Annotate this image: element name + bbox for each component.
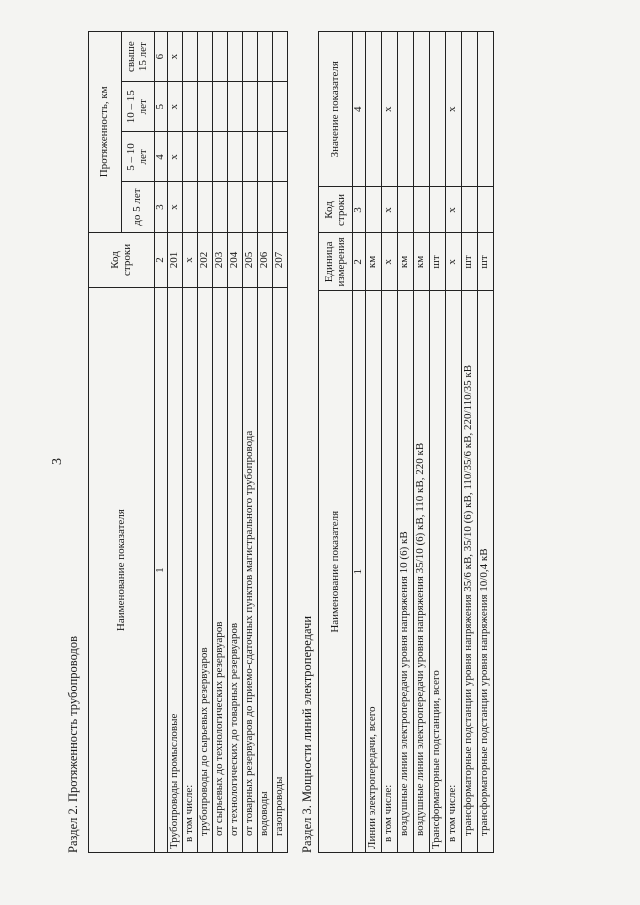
- row-value-up-to-5: [227, 182, 242, 232]
- table-row: [197, 32, 212, 853]
- row-value-5-10: [272, 132, 287, 182]
- pipelines-table: [88, 31, 288, 853]
- row-value: [429, 32, 445, 187]
- row-value-up-to-5: [257, 182, 272, 232]
- table-row: [257, 32, 272, 853]
- table-row: [461, 32, 477, 853]
- col-index-1: 1: [353, 291, 366, 853]
- row-code: х: [445, 187, 461, 233]
- row-value-10-15: [257, 82, 272, 132]
- header-row: [319, 32, 353, 853]
- row-name: в том числе:: [381, 291, 397, 853]
- row-name: в том числе:: [182, 288, 197, 853]
- row-code: 205: [242, 232, 257, 288]
- row-code: [461, 187, 477, 233]
- table-row: [272, 32, 287, 853]
- row-unit: шт: [477, 233, 493, 291]
- row-value-over-15: х: [167, 32, 182, 82]
- row-name: газопроводы: [272, 288, 287, 853]
- row-name: от технологических до товарных резервуаров: [227, 288, 242, 853]
- row-value-up-to-5: х: [167, 182, 182, 232]
- row-value-up-to-5: [272, 182, 287, 232]
- row-value: [413, 32, 429, 187]
- col-index-1: 1: [155, 288, 168, 853]
- row-unit: х: [381, 233, 397, 291]
- row-unit: км: [413, 233, 429, 291]
- header-code: Код строки: [89, 232, 155, 288]
- row-unit: км: [365, 233, 381, 291]
- row-code: [397, 187, 413, 233]
- row-value-10-15: [227, 82, 242, 132]
- table-row: [167, 32, 182, 853]
- row-value-over-15: [257, 32, 272, 82]
- col-index-2: 2: [155, 232, 168, 288]
- power-lines-table: [318, 31, 494, 853]
- row-name: в том числе:: [445, 291, 461, 853]
- row-value-up-to-5: [212, 182, 227, 232]
- header-value: Значение показателя: [319, 32, 353, 187]
- col-index-2: 2: [353, 233, 366, 291]
- page-number: 3: [50, 458, 65, 465]
- header-10-15: 10 – 15 лет: [122, 82, 155, 132]
- column-index-row: [353, 32, 366, 853]
- row-value-up-to-5: [182, 182, 197, 232]
- section-3-title: Раздел 3. Мощности линий электропередачи: [300, 615, 314, 853]
- row-value: х: [381, 32, 397, 187]
- header-unit: Единица измерения: [319, 233, 353, 291]
- header-5-10: 5 – 10 лет: [122, 132, 155, 182]
- row-value-5-10: [182, 132, 197, 182]
- row-code: 203: [212, 232, 227, 288]
- table-row: [227, 32, 242, 853]
- table-row: [445, 32, 461, 853]
- row-code: [413, 187, 429, 233]
- row-value: [461, 32, 477, 187]
- row-code: 207: [272, 232, 287, 288]
- row-value-5-10: [212, 132, 227, 182]
- row-unit: шт: [461, 233, 477, 291]
- table-row: [365, 32, 381, 853]
- row-code: [365, 187, 381, 233]
- col-index-4: 4: [155, 132, 168, 182]
- header-up-to-5: до 5 лет: [122, 182, 155, 232]
- header-over-15: свыше 15 лет: [122, 32, 155, 82]
- row-value-over-15: [272, 32, 287, 82]
- row-name: трубопроводы до сырьевых резервуаров: [197, 288, 212, 853]
- row-value: [397, 32, 413, 187]
- table-row: [477, 32, 493, 853]
- col-index-3: 3: [353, 187, 366, 233]
- col-index-4: 4: [353, 32, 366, 187]
- row-value-5-10: [197, 132, 212, 182]
- row-code: х: [381, 187, 397, 233]
- row-value-10-15: [182, 82, 197, 132]
- row-value: [477, 32, 493, 187]
- header-name: Наименование показателя: [319, 291, 353, 853]
- row-name: трансформаторные подстанции уровня напряжения 10/0,4 кВ: [477, 291, 493, 853]
- row-unit: шт: [429, 233, 445, 291]
- row-value-10-15: [272, 82, 287, 132]
- row-value: [365, 32, 381, 187]
- row-code: 204: [227, 232, 242, 288]
- row-value-10-15: [197, 82, 212, 132]
- table-row: [429, 32, 445, 853]
- row-unit: км: [397, 233, 413, 291]
- row-value-up-to-5: [242, 182, 257, 232]
- table-row: [397, 32, 413, 853]
- row-value-up-to-5: [197, 182, 212, 232]
- row-name: водоводы: [257, 288, 272, 853]
- table-row: [182, 32, 197, 853]
- header-name: Наименование показателя: [89, 288, 155, 853]
- row-code: [477, 187, 493, 233]
- table-row: [381, 32, 397, 853]
- row-value: х: [445, 32, 461, 187]
- col-index-5: 5: [155, 82, 168, 132]
- row-value-5-10: [227, 132, 242, 182]
- row-value-over-15: [197, 32, 212, 82]
- header-length-group: Протяженность, км: [89, 32, 122, 233]
- row-value-10-15: [242, 82, 257, 132]
- row-value-5-10: х: [167, 132, 182, 182]
- table-row: [413, 32, 429, 853]
- row-value-over-15: [182, 32, 197, 82]
- row-value-over-15: [212, 32, 227, 82]
- row-value-10-15: х: [167, 82, 182, 132]
- row-code: 202: [197, 232, 212, 288]
- header-code: Код строки: [319, 187, 353, 233]
- row-code: 206: [257, 232, 272, 288]
- row-value-5-10: [242, 132, 257, 182]
- row-value-10-15: [212, 82, 227, 132]
- col-index-6: 6: [155, 32, 168, 82]
- row-value-over-15: [242, 32, 257, 82]
- row-name: воздушные линии электропередачи уровня напряжения 10 (6) кВ: [397, 291, 413, 853]
- row-value-5-10: [257, 132, 272, 182]
- row-code: [429, 187, 445, 233]
- row-code: х: [182, 232, 197, 288]
- row-code: 201: [167, 232, 182, 288]
- row-name: Трансформаторные подстанции, всего: [429, 291, 445, 853]
- row-name: трансформаторные подстанции уровня напряжения 35/6 кВ, 35/10 (6) кВ, 110/35/6 кВ, 220/110/35 кВ: [461, 291, 477, 853]
- row-value-over-15: [227, 32, 242, 82]
- row-name: Трубопроводы промысловые: [167, 288, 182, 853]
- row-unit: х: [445, 233, 461, 291]
- table-row: [242, 32, 257, 853]
- section-2-title: Раздел 2. Протяженность трубопроводов: [66, 636, 80, 853]
- column-index-row: [155, 32, 168, 853]
- col-index-3: 3: [155, 182, 168, 232]
- row-name: от товарных резервуаров до приемо-сдаточных пунктов магистрального трубопровода: [242, 288, 257, 853]
- row-name: от сырьевых до технологических резервуаров: [212, 288, 227, 853]
- header-row: [89, 32, 122, 853]
- table-row: [212, 32, 227, 853]
- row-name: воздушные линии электропередачи уровня напряжения 35/10 (6) кВ, 110 кВ, 220 кВ: [413, 291, 429, 853]
- row-name: Линии электропередачи, всего: [365, 291, 381, 853]
